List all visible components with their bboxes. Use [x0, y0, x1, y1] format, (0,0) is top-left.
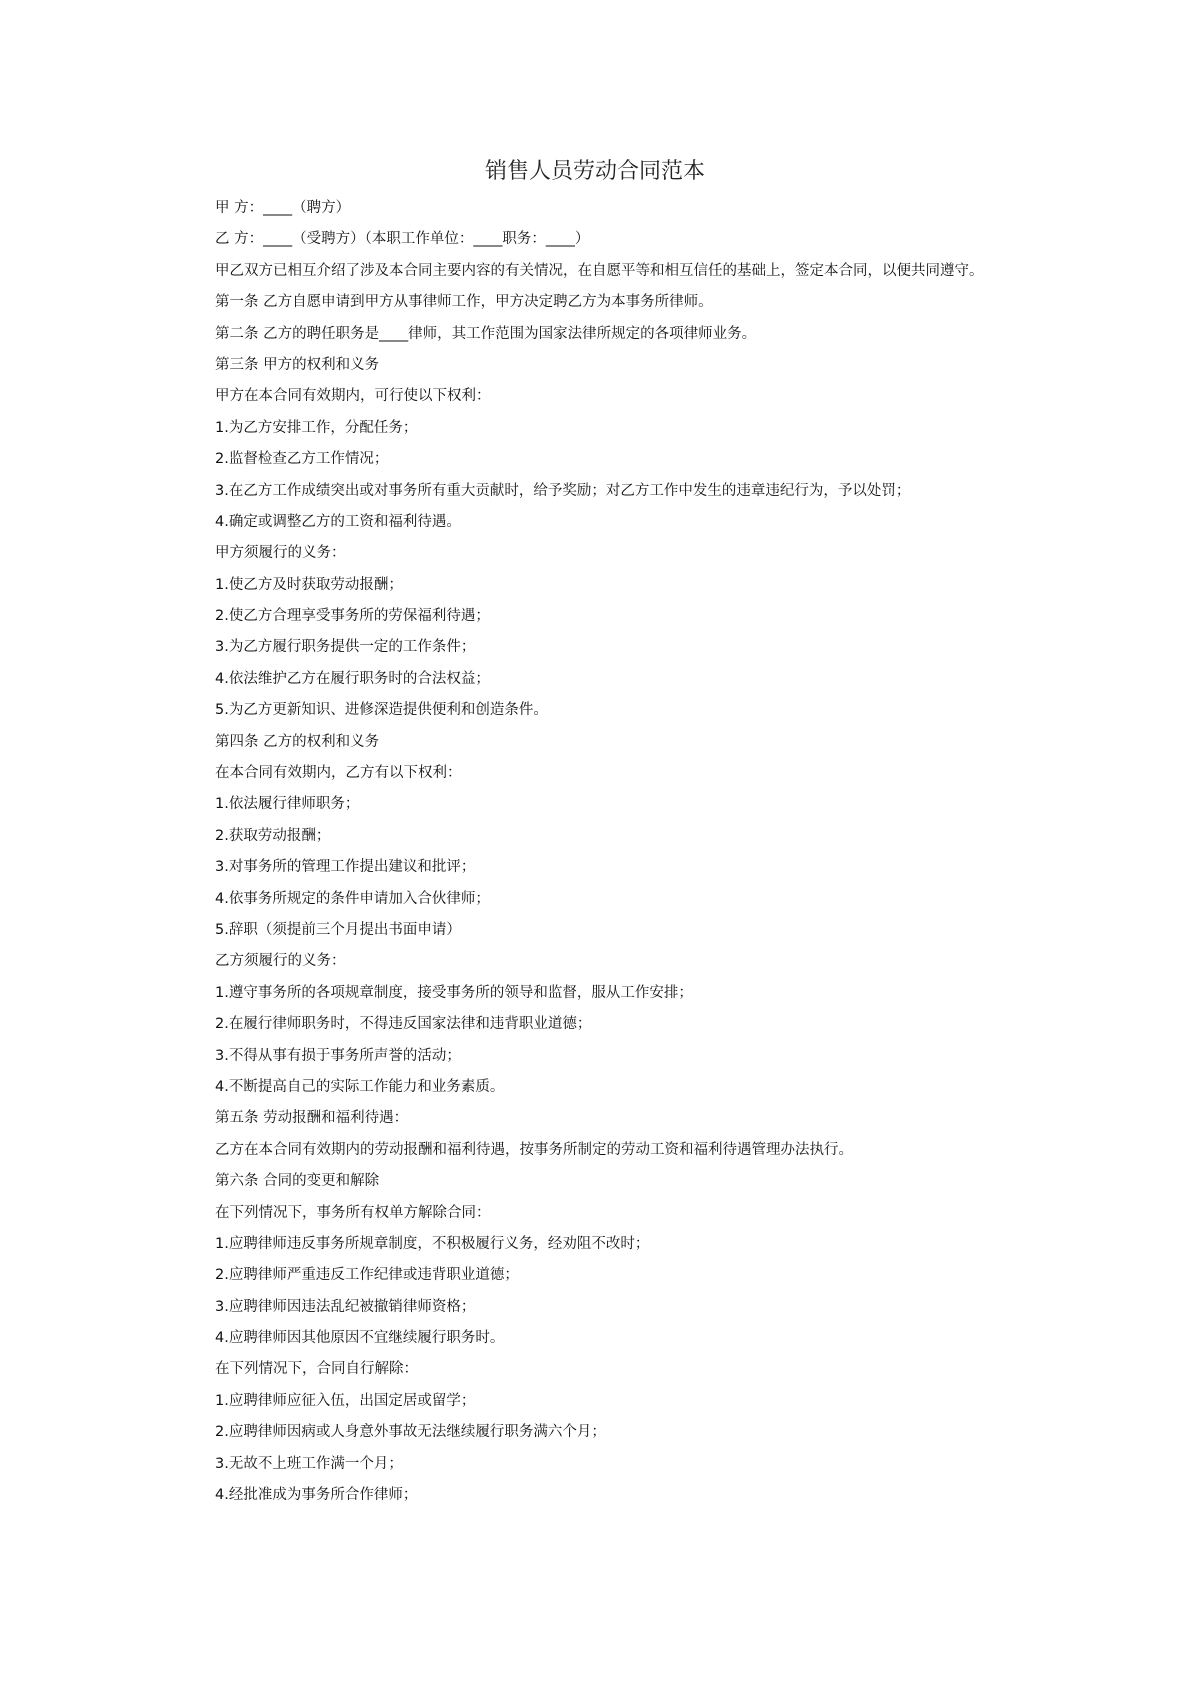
list-item: 1.为乙方安排工作，分配任务； [215, 419, 418, 436]
list-item: 2.在履行律师职务时，不得违反国家法律和违背职业道德； [215, 1016, 592, 1033]
article-6-heading: 第六条 合同的变更和解除 [215, 1173, 380, 1190]
list-item: 3.为乙方履行职务提供一定的工作条件； [215, 639, 476, 656]
preamble-paragraph: 甲乙双方已相互介绍了涉及本合同主要内容的有关情况，在自愿平等和相互信任的基础上，签定本合同，以便共同遵守。 [215, 262, 984, 279]
paragraph-line: 甲方须履行的义务： [215, 545, 346, 562]
list-item: 3.无故不上班工作满一个月； [215, 1455, 403, 1472]
list-item: 2.应聘律师严重违反工作纪律或违背职业道德； [215, 1267, 519, 1284]
paragraph-line: 甲方在本合同有效期内，可行使以下权利： [215, 388, 491, 405]
list-item: 4.依事务所规定的条件申请加入合伙律师； [215, 890, 490, 907]
list-item: 2.使乙方合理享受事务所的劳保福利待遇； [215, 608, 490, 625]
paragraph-line: 在下列情况下，事务所有权单方解除合同： [215, 1204, 491, 1221]
list-item: 4.确定或调整乙方的工资和福利待遇。 [215, 513, 461, 530]
list-item: 1.使乙方及时获取劳动报酬； [215, 576, 403, 593]
document-body [183, 193, 1005, 1511]
paragraph-line: 在下列情况下，合同自行解除： [215, 1361, 418, 1378]
article-2: 第二条 乙方的聘任职务是____律师，其工作范围为国家法律所规定的各项律师业务。 [215, 325, 757, 342]
list-item: 1.依法履行律师职务； [215, 796, 360, 813]
list-item: 3.对事务所的管理工作提出建议和批评； [215, 859, 476, 876]
list-item: 2.获取劳动报酬； [215, 827, 331, 844]
party-a-line: 甲 方：____（聘方） [215, 200, 351, 216]
article-3-heading: 第三条 甲方的权利和义务 [215, 356, 380, 373]
list-item: 5.辞职（须提前三个月提出书面申请） [215, 922, 461, 938]
list-item: 4.经批准成为事务所合作律师； [215, 1487, 418, 1504]
paragraph-line: 在本合同有效期内，乙方有以下权利： [215, 765, 462, 782]
list-item: 2.监督检查乙方工作情况； [215, 451, 389, 468]
list-item: 1.应聘律师违反事务所规章制度，不积极履行义务，经劝阻不改时； [215, 1235, 650, 1252]
list-item: 3.应聘律师因违法乱纪被撤销律师资格； [215, 1298, 476, 1315]
paragraph-line: 乙方在本合同有效期内的劳动报酬和福利待遇，按事务所制定的劳动工资和福利待遇管理办法执行。 [215, 1141, 853, 1158]
article-5-heading: 第五条 劳动报酬和福利待遇： [215, 1110, 409, 1127]
list-item: 4.依法维护乙方在履行职务时的合法权益； [215, 670, 490, 687]
list-item: 3.不得从事有损于事务所声誉的活动； [215, 1047, 461, 1064]
article-1: 第一条 乙方自愿申请到甲方从事律师工作，甲方决定聘乙方为本事务所律师。 [215, 294, 713, 311]
list-item: 5.为乙方更新知识、进修深造提供便利和创造条件。 [215, 702, 548, 719]
list-item: 2.应聘律师因病或人身意外事故无法继续履行职务满六个月； [215, 1424, 606, 1441]
list-item: 1.遵守事务所的各项规章制度，接受事务所的领导和监督，服从工作安排； [215, 984, 693, 1001]
document-title: 销售人员劳动合同范本 [484, 159, 705, 184]
list-item: 4.不断提高自己的实际工作能力和业务素质。 [215, 1078, 505, 1095]
list-item: 1.应聘律师应征入伍，出国定居或留学； [215, 1392, 476, 1409]
list-item: 4.应聘律师因其他原因不宜继续履行职务时。 [215, 1330, 505, 1347]
party-b-line: 乙 方：____（受聘方）（本职工作单位：____职务：____） [215, 231, 590, 248]
article-4-heading: 第四条 乙方的权利和义务 [215, 733, 380, 750]
paragraph-line: 乙方须履行的义务： [215, 953, 346, 970]
list-item: 3.在乙方工作成绩突出或对事务所有重大贡献时，给予奖励；对乙方工作中发生的违章违纪行为，予以处罚； [215, 482, 911, 499]
